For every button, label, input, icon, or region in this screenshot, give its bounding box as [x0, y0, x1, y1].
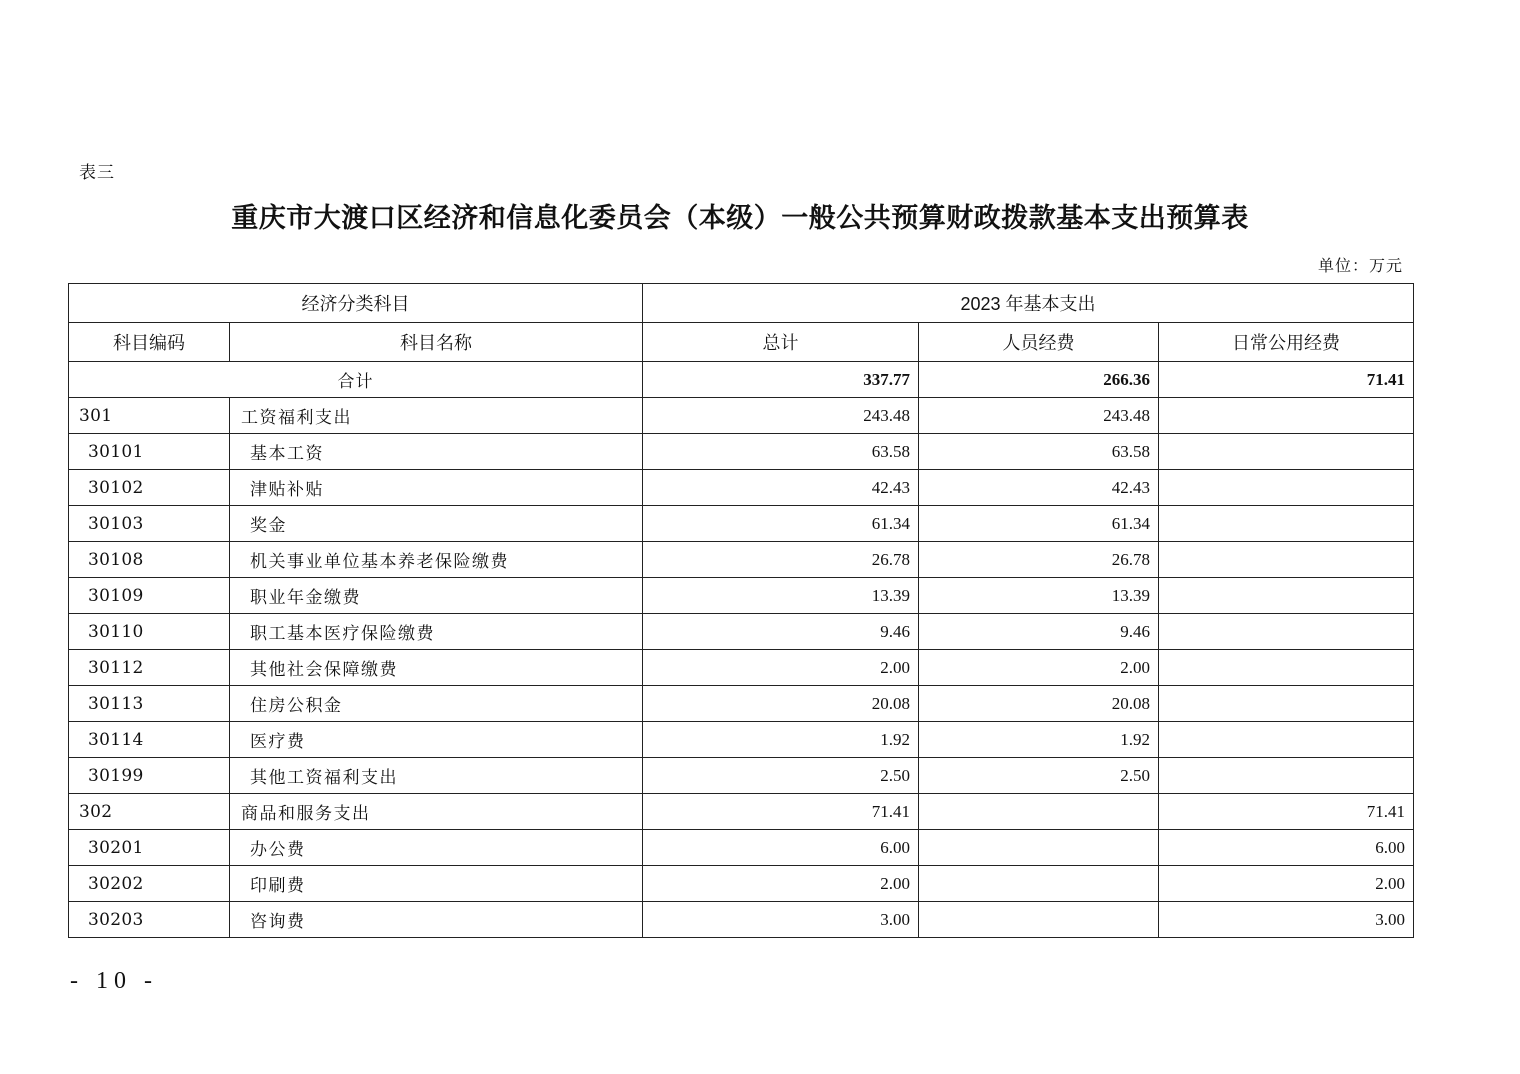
row-total: 71.41 [643, 794, 919, 830]
header-basic-expenditure: 2023 年基本支出 [643, 284, 1414, 323]
row-name: 基本工资 [230, 434, 643, 470]
document-title: 重庆市大渡口区经济和信息化委员会（本级）一般公共预算财政拨款基本支出预算表 [231, 203, 1249, 234]
row-code: 30101 [69, 434, 230, 470]
row-public [1159, 722, 1414, 758]
row-personnel: 9.46 [919, 614, 1159, 650]
row-code: 30102 [69, 470, 230, 506]
table-row [69, 434, 1414, 470]
row-total: 13.39 [643, 578, 919, 614]
row-public [1159, 542, 1414, 578]
table-body [69, 362, 1414, 938]
row-name: 其他工资福利支出 [230, 758, 643, 794]
row-code: 30202 [69, 866, 230, 902]
row-code: 30114 [69, 722, 230, 758]
row-personnel: 243.48 [919, 398, 1159, 434]
table-row [69, 542, 1414, 578]
row-code: 30201 [69, 830, 230, 866]
row-name: 商品和服务支出 [230, 794, 643, 830]
header-column-row [69, 323, 1414, 362]
row-personnel: 2.50 [919, 758, 1159, 794]
total-label: 合计 [69, 362, 643, 398]
row-name: 医疗费 [230, 722, 643, 758]
total-sum: 337.77 [643, 362, 919, 398]
row-public [1159, 686, 1414, 722]
row-personnel: 2.00 [919, 650, 1159, 686]
row-total: 2.50 [643, 758, 919, 794]
row-public: 3.00 [1159, 902, 1414, 938]
row-total: 26.78 [643, 542, 919, 578]
table-row [69, 614, 1414, 650]
table-row [69, 758, 1414, 794]
row-code: 30113 [69, 686, 230, 722]
header-group-row [69, 284, 1414, 323]
row-total: 2.00 [643, 650, 919, 686]
row-personnel: 26.78 [919, 542, 1159, 578]
row-name: 奖金 [230, 506, 643, 542]
row-personnel: 63.58 [919, 434, 1159, 470]
row-total: 6.00 [643, 830, 919, 866]
row-code: 30199 [69, 758, 230, 794]
row-public: 71.41 [1159, 794, 1414, 830]
row-personnel [919, 902, 1159, 938]
table-row [69, 902, 1414, 938]
row-personnel: 61.34 [919, 506, 1159, 542]
header-total: 总计 [643, 323, 919, 362]
row-name: 职业年金缴费 [230, 578, 643, 614]
row-code: 302 [69, 794, 230, 830]
row-name: 机关事业单位基本养老保险缴费 [230, 542, 643, 578]
table-label: 表三 [79, 163, 115, 183]
header-code: 科目编码 [69, 323, 230, 362]
table-row [69, 470, 1414, 506]
total-row [69, 362, 1414, 398]
header-public: 日常公用经费 [1159, 323, 1414, 362]
row-public: 2.00 [1159, 866, 1414, 902]
row-personnel [919, 866, 1159, 902]
row-public [1159, 650, 1414, 686]
page-number: - 10 - [70, 968, 158, 994]
row-total: 2.00 [643, 866, 919, 902]
row-code: 30203 [69, 902, 230, 938]
row-code: 301 [69, 398, 230, 434]
row-public [1159, 614, 1414, 650]
row-public: 6.00 [1159, 830, 1414, 866]
row-total: 63.58 [643, 434, 919, 470]
table-row [69, 686, 1414, 722]
row-public [1159, 470, 1414, 506]
header-name: 科目名称 [230, 323, 643, 362]
row-public [1159, 758, 1414, 794]
row-public [1159, 434, 1414, 470]
row-public [1159, 506, 1414, 542]
row-total: 1.92 [643, 722, 919, 758]
table-row [69, 722, 1414, 758]
row-name: 办公费 [230, 830, 643, 866]
row-personnel: 13.39 [919, 578, 1159, 614]
row-personnel [919, 830, 1159, 866]
row-personnel [919, 794, 1159, 830]
row-code: 30103 [69, 506, 230, 542]
row-name: 津贴补贴 [230, 470, 643, 506]
row-public [1159, 578, 1414, 614]
row-personnel: 1.92 [919, 722, 1159, 758]
row-total: 42.43 [643, 470, 919, 506]
row-code: 30112 [69, 650, 230, 686]
row-code: 30108 [69, 542, 230, 578]
row-total: 243.48 [643, 398, 919, 434]
total-public: 71.41 [1159, 362, 1414, 398]
unit-label: 单位：万元 [1317, 256, 1403, 275]
row-total: 3.00 [643, 902, 919, 938]
table-row [69, 398, 1414, 434]
row-code: 30109 [69, 578, 230, 614]
table-row [69, 830, 1414, 866]
row-name: 咨询费 [230, 902, 643, 938]
table-row [69, 506, 1414, 542]
header-personnel: 人员经费 [919, 323, 1159, 362]
table-row [69, 866, 1414, 902]
row-total: 61.34 [643, 506, 919, 542]
table-row [69, 794, 1414, 830]
row-personnel: 20.08 [919, 686, 1159, 722]
row-total: 20.08 [643, 686, 919, 722]
table-row [69, 578, 1414, 614]
budget-table [68, 283, 1414, 938]
row-personnel: 42.43 [919, 470, 1159, 506]
row-name: 职工基本医疗保险缴费 [230, 614, 643, 650]
total-personnel: 266.36 [919, 362, 1159, 398]
row-name: 工资福利支出 [230, 398, 643, 434]
row-code: 30110 [69, 614, 230, 650]
row-name: 印刷费 [230, 866, 643, 902]
row-public [1159, 398, 1414, 434]
row-name: 其他社会保障缴费 [230, 650, 643, 686]
row-total: 9.46 [643, 614, 919, 650]
row-name: 住房公积金 [230, 686, 643, 722]
table-row [69, 650, 1414, 686]
header-economic-category: 经济分类科目 [69, 284, 643, 323]
